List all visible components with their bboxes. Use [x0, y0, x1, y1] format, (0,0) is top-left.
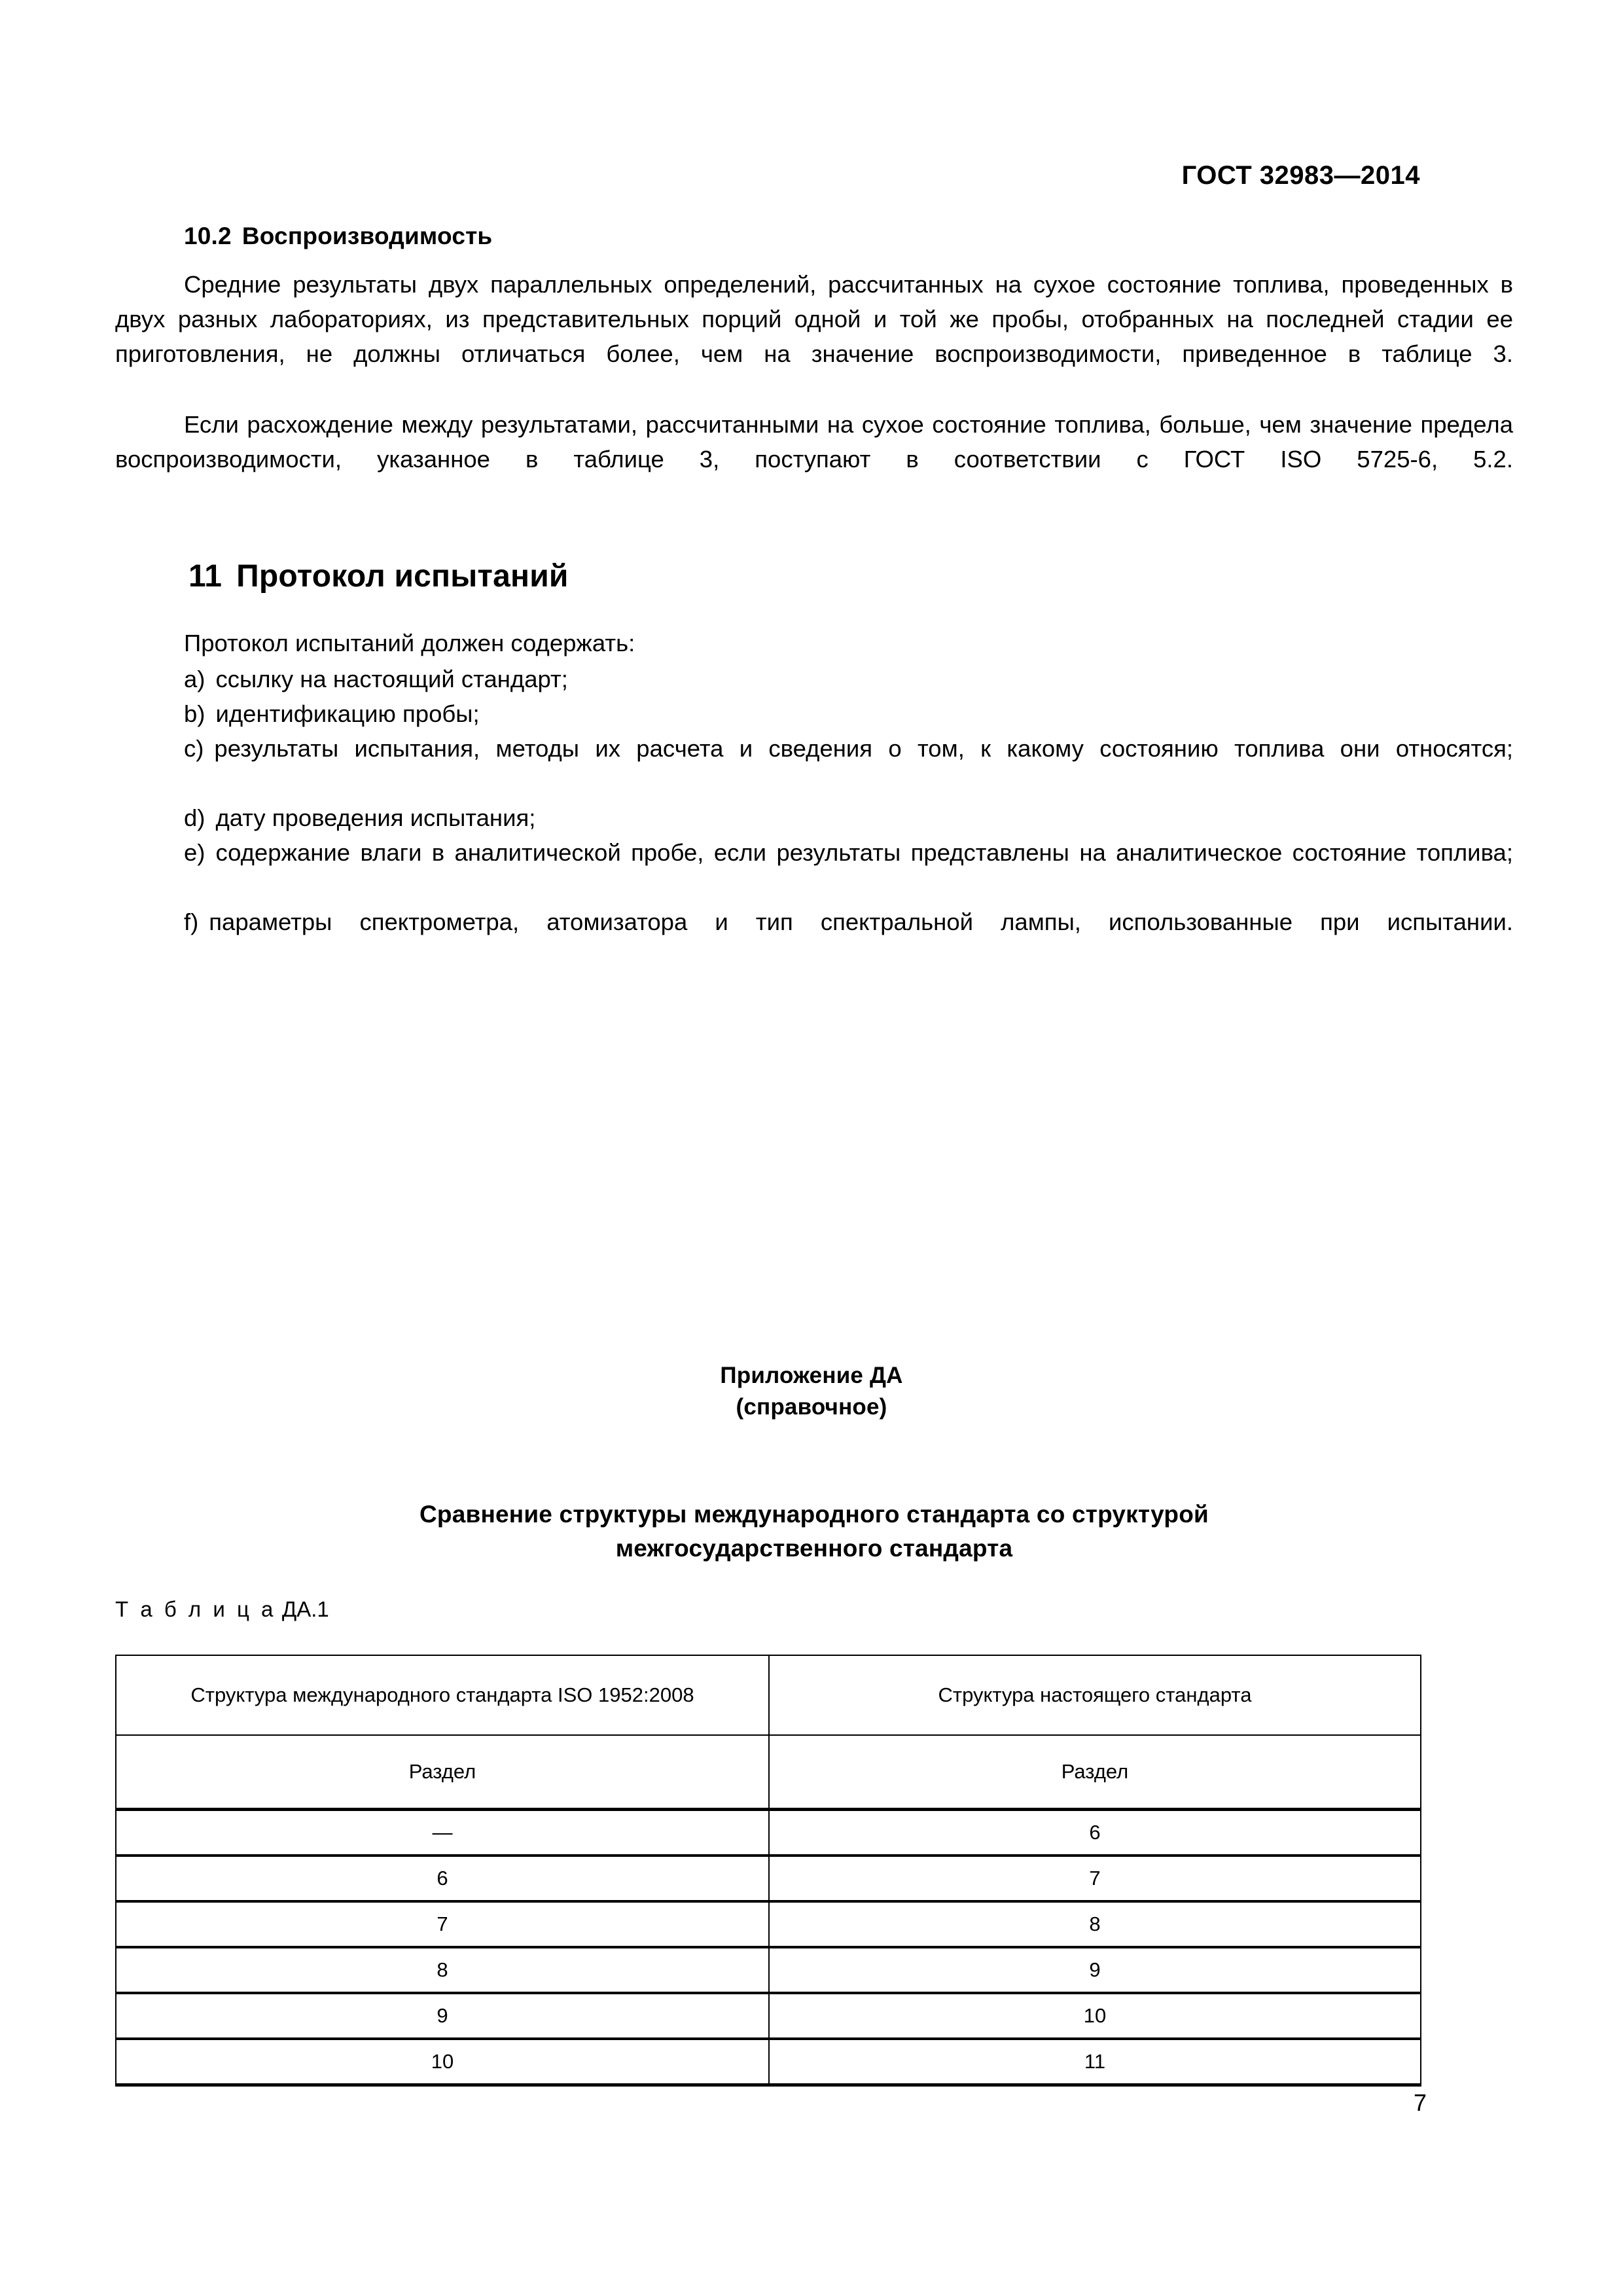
list-item [115, 731, 1513, 800]
table-subheader-cell: Раздел [769, 1735, 1421, 1810]
section-number: 11 [188, 559, 223, 594]
list-item [115, 835, 1513, 905]
list-item-marker: a) [184, 666, 205, 692]
list-item-marker: c) [184, 735, 204, 762]
table-cell: 7 [116, 1901, 769, 1947]
table-cell: 7 [769, 1856, 1421, 1901]
table-header-cell: Структура настоящего стандарта [769, 1655, 1421, 1735]
list-item-marker: d) [184, 804, 205, 831]
table-cell: 9 [769, 1947, 1421, 1993]
table-cell: 8 [769, 1901, 1421, 1947]
subsection-number: 10.2 [184, 223, 232, 249]
list-item [115, 800, 1513, 835]
table-row [116, 1947, 1421, 1993]
list-item [115, 696, 1513, 731]
table-caption [115, 1597, 329, 1622]
list-item [115, 905, 1513, 974]
table-caption-label: Т а б л и ц а [115, 1597, 276, 1621]
table-caption-number: ДА.1 [281, 1597, 329, 1621]
table-row [116, 1901, 1421, 1947]
table-cell: 10 [116, 2039, 769, 2085]
list-item-text: дату проведения испытания; [215, 804, 536, 831]
list-item-text: результаты испытания, методы их расчета и сведения о том, к какому состоянию топлива они относятся; [214, 735, 1513, 762]
table-cell: 6 [769, 1810, 1421, 1856]
subsection-heading [115, 223, 1513, 250]
table-row [116, 1993, 1421, 2039]
table-row [116, 1856, 1421, 1901]
annex-header [0, 1360, 1623, 1423]
document-body [115, 223, 1513, 974]
document-standard-id: ГОСТ 32983—2014 [1181, 161, 1420, 190]
list-item [115, 662, 1513, 696]
list-item-text: идентификацию пробы; [215, 700, 480, 727]
annex-kind: (справочное) [736, 1394, 887, 1420]
section-intro: Протокол испытаний должен содержать: [184, 630, 635, 656]
page-number: 7 [1413, 2089, 1427, 2116]
list-item-marker: e) [184, 839, 205, 866]
list-item-marker: f) [184, 908, 199, 935]
list-item-text: содержание влаги в аналитической пробе, если результаты представлены на аналитическое состояние топлива; [215, 839, 1513, 866]
annex-label: Приложение ДА [720, 1363, 903, 1388]
section-title: Протокол испытаний [236, 559, 569, 594]
structure-comparison-table [115, 1655, 1421, 2087]
table-cell: 10 [769, 1993, 1421, 2039]
report-requirements-list [115, 662, 1513, 974]
subsection-title: Воспроизводимость [241, 223, 493, 249]
list-item-text: параметры спектрометра, атомизатора и тип спектральной лампы, использованные при испытании. [209, 908, 1513, 935]
table-cell: 6 [116, 1856, 769, 1901]
table-cell: 9 [116, 1993, 769, 2039]
table-subheader-row [116, 1735, 1421, 1810]
list-item-text: ссылку на настоящий стандарт; [215, 666, 568, 692]
subsection-paragraph-1: Средние результаты двух параллельных определений, рассчитанных на сухое состояние топлива, проведенных в двух разных лабораториях, из представительных порций одной и той же пробы, отобранных на последней стадии ее приготовления, не должны отличаться более, чем на значение воспроизводимости, приведенное в таблице 3. [115, 271, 1513, 367]
table-row [116, 2039, 1421, 2085]
list-item-marker: b) [184, 700, 205, 727]
annex-title [115, 1498, 1513, 1566]
section-heading [115, 558, 1513, 594]
table-cell: 8 [116, 1947, 769, 1993]
table-header-row [116, 1655, 1421, 1735]
table-header-cell: Структура международного стандарта ISO 1952:2008 [116, 1655, 769, 1735]
table-row [116, 1810, 1421, 1856]
subsection-paragraph-2: Если расхождение между результатами, рассчитанными на сухое состояние топлива, больше, чем значение предела воспроизводимости, указанное в таблице 3, поступают в соответствии с ГОСТ ISO 5725-6, 5.2. [115, 411, 1513, 473]
table-subheader-cell: Раздел [116, 1735, 769, 1810]
table-cell: — [116, 1810, 769, 1856]
annex-title-line-1: Сравнение структуры международного стандарта со структурой [419, 1501, 1209, 1528]
table-cell: 11 [769, 2039, 1421, 2085]
annex-title-line-2: межгосударственного стандарта [615, 1535, 1013, 1562]
